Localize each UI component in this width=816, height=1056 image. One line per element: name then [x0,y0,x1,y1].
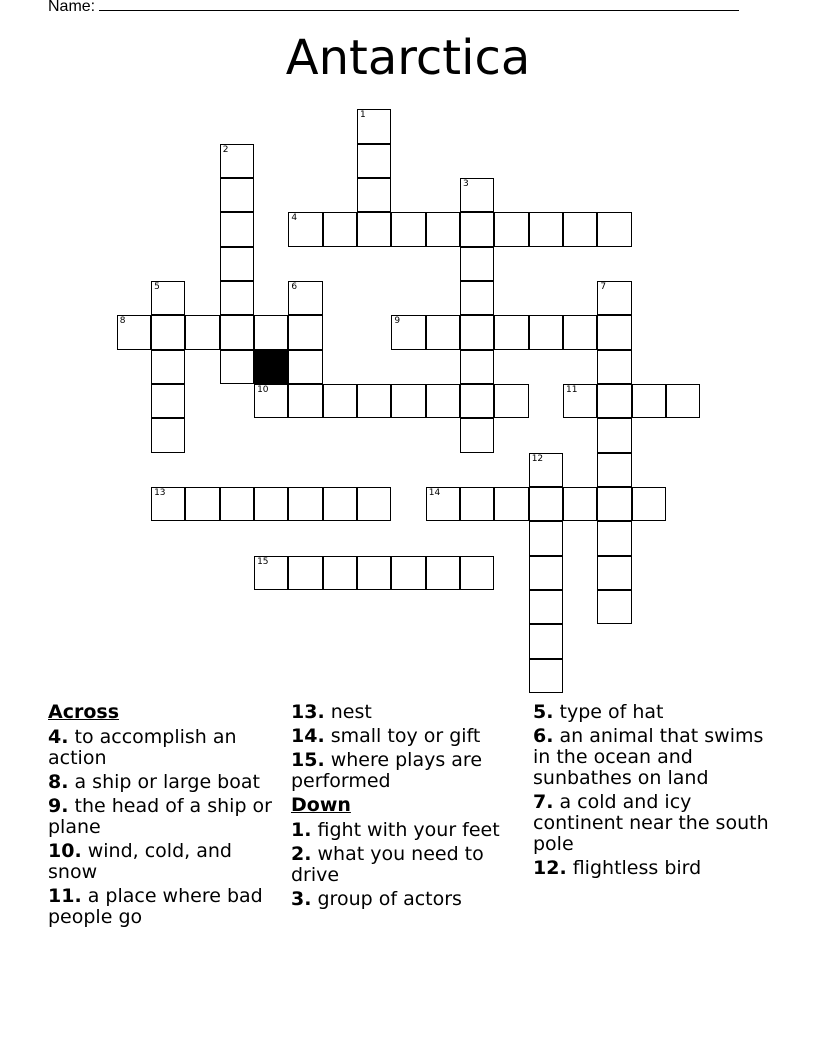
clue-number: 12. [533,857,567,879]
grid-cell[interactable] [391,212,425,246]
grid-cell[interactable] [323,212,357,246]
grid-cell[interactable] [117,315,151,349]
grid-cell[interactable] [529,521,563,555]
grid-cell[interactable] [460,247,494,281]
grid-cell[interactable] [323,556,357,590]
down-clue-2 [291,844,526,886]
clues-column-1 [48,702,283,931]
grid-cell[interactable] [357,487,391,521]
puzzle-title: Antarctica [285,30,531,86]
grid-cell[interactable] [563,487,597,521]
grid-cell[interactable] [151,418,185,452]
down-heading: Down [291,794,351,816]
grid-cell[interactable] [460,178,494,212]
grid-cell[interactable] [460,281,494,315]
clue-number-label: 12 [531,453,544,464]
clue-number: 9. [48,795,69,817]
clue-number-label: 4 [291,213,298,224]
grid-cell[interactable] [323,384,357,418]
grid-cell[interactable] [597,487,631,521]
grid-cell[interactable] [357,109,391,143]
grid-cell[interactable] [529,556,563,590]
clue-number: 8. [48,771,69,793]
grid-cell[interactable] [151,281,185,315]
down-clue-6 [533,726,773,789]
clue-number-label: 13 [154,487,166,498]
grid-cell[interactable] [632,487,666,521]
black-square [254,350,288,384]
clue-number-label: 1 [360,110,366,121]
grid-cell[interactable] [597,590,631,624]
across-clue-15 [291,750,526,792]
clue-number-label: 7 [600,281,607,292]
down-clue-12 [533,858,773,879]
clue-text: fight with your feet [317,819,500,841]
grid-cell[interactable] [220,212,254,246]
grid-cell[interactable] [460,315,494,349]
grid-cell[interactable] [494,384,528,418]
across-clue-4 [48,727,283,769]
grid-cell[interactable] [426,384,460,418]
grid-cell[interactable] [151,487,185,521]
clue-number-label: 15 [257,556,269,567]
grid-cell[interactable] [220,144,254,178]
grid-cell[interactable] [288,212,322,246]
clue-number: 7. [533,791,554,813]
grid-cell[interactable] [151,384,185,418]
grid-cell[interactable] [426,212,460,246]
grid-cell[interactable] [460,487,494,521]
grid-cell[interactable] [460,556,494,590]
grid-cell[interactable] [597,521,631,555]
across-clue-11 [48,886,283,928]
clue-text: what you need to drive [291,843,484,886]
grid-cell[interactable] [494,212,528,246]
grid-cell[interactable] [151,315,185,349]
grid-cell[interactable] [460,418,494,452]
grid-cell[interactable] [460,350,494,384]
name-label: Name: [48,0,96,15]
grid-cell[interactable] [185,487,219,521]
grid-cell[interactable] [391,315,425,349]
grid-cell[interactable] [357,144,391,178]
clue-text: a ship or large boat [74,771,260,793]
clue-text: the head of a ship or plane [48,795,272,838]
grid-cell[interactable] [632,384,666,418]
clue-text: wind, cold, and snow [48,840,232,883]
clues-column-2 [291,702,526,913]
grid-cell[interactable] [563,212,597,246]
grid-cell[interactable] [597,350,631,384]
clue-number: 14. [291,725,325,747]
clue-number: 4. [48,726,69,748]
clue-number: 3. [291,888,312,910]
grid-cell[interactable] [391,384,425,418]
grid-cell[interactable] [357,212,391,246]
clue-text: small toy or gift [330,725,481,747]
grid-cell[interactable] [597,315,631,349]
clue-number: 2. [291,843,312,865]
grid-cell[interactable] [220,350,254,384]
grid-cell[interactable] [529,659,563,693]
clue-text: a cold and icy continent near the south pole [533,791,769,855]
clue-number: 15. [291,749,325,771]
grid-cell[interactable] [529,590,563,624]
clue-text: to accomplish an action [48,726,237,769]
clue-text: an animal that swims in the ocean and sunbathes on land [533,725,764,789]
clue-number: 10. [48,840,82,862]
clue-number-label: 9 [394,316,401,327]
grid-cell[interactable] [254,487,288,521]
clue-text: type of hat [559,701,664,723]
clue-number-label: 2 [222,144,229,155]
across-clue-14 [291,726,526,747]
clue-number: 5. [533,701,554,723]
grid-cell[interactable] [597,384,631,418]
down-clue-1 [291,820,526,841]
grid-cell[interactable] [460,212,494,246]
grid-cell[interactable] [426,487,460,521]
grid-cell[interactable] [185,315,219,349]
clue-number-label: 11 [566,384,578,395]
grid-cell[interactable] [597,418,631,452]
grid-cell[interactable] [151,350,185,384]
grid-cell[interactable] [220,315,254,349]
clue-number: 13. [291,701,325,723]
across-clue-10 [48,841,283,883]
clues-column-3 [533,702,773,882]
grid-cell[interactable] [254,384,288,418]
grid-cell[interactable] [529,624,563,658]
grid-cell[interactable] [529,487,563,521]
clue-number-label: 8 [119,316,126,327]
clue-text: group of actors [317,888,462,910]
clue-number-label: 6 [291,281,298,292]
clue-number: 6. [533,725,554,747]
grid-cell[interactable] [288,350,322,384]
clue-text: flightless bird [572,857,702,879]
grid-cell[interactable] [426,315,460,349]
down-clue-3 [291,889,526,910]
clue-number-label: 14 [428,487,441,498]
clue-number-label: 3 [463,178,469,189]
grid-cell[interactable] [529,315,563,349]
down-clue-7 [533,792,773,855]
grid-cell[interactable] [529,212,563,246]
grid-cell[interactable] [254,556,288,590]
grid-cell[interactable] [563,384,597,418]
grid-cell[interactable] [220,281,254,315]
clue-number-label: 5 [154,281,160,292]
across-clue-9 [48,796,283,838]
grid-cell[interactable] [220,178,254,212]
grid-cell[interactable] [288,384,322,418]
grid-cell[interactable] [597,453,631,487]
grid-cell[interactable] [323,487,357,521]
grid-cell[interactable] [597,281,631,315]
grid-cell[interactable] [357,178,391,212]
grid-cell[interactable] [666,384,700,418]
grid-cell[interactable] [288,487,322,521]
across-heading: Across [48,701,120,723]
grid-cell[interactable] [494,487,528,521]
clue-text: a place where bad people go [48,885,263,928]
grid-cell[interactable] [220,487,254,521]
grid-cell[interactable] [288,315,322,349]
grid-cell[interactable] [460,384,494,418]
down-clue-5 [533,702,773,723]
grid-cell[interactable] [357,384,391,418]
grid-cell[interactable] [597,212,631,246]
grid-cell[interactable] [391,556,425,590]
across-clue-13 [291,702,526,723]
grid-cell[interactable] [597,556,631,590]
clue-number: 11. [48,885,82,907]
clue-number: 1. [291,819,312,841]
across-clue-8 [48,772,283,793]
grid-cell[interactable] [357,556,391,590]
grid-cell[interactable] [254,315,288,349]
grid-cell[interactable] [288,281,322,315]
grid-cell[interactable] [494,315,528,349]
grid-cell[interactable] [288,556,322,590]
clue-text: where plays are performed [291,749,483,792]
clue-number-label: 10 [257,384,269,395]
grid-cell[interactable] [529,453,563,487]
clue-text: nest [330,701,372,723]
grid-cell[interactable] [220,247,254,281]
grid-cell[interactable] [563,315,597,349]
grid-cell[interactable] [426,556,460,590]
